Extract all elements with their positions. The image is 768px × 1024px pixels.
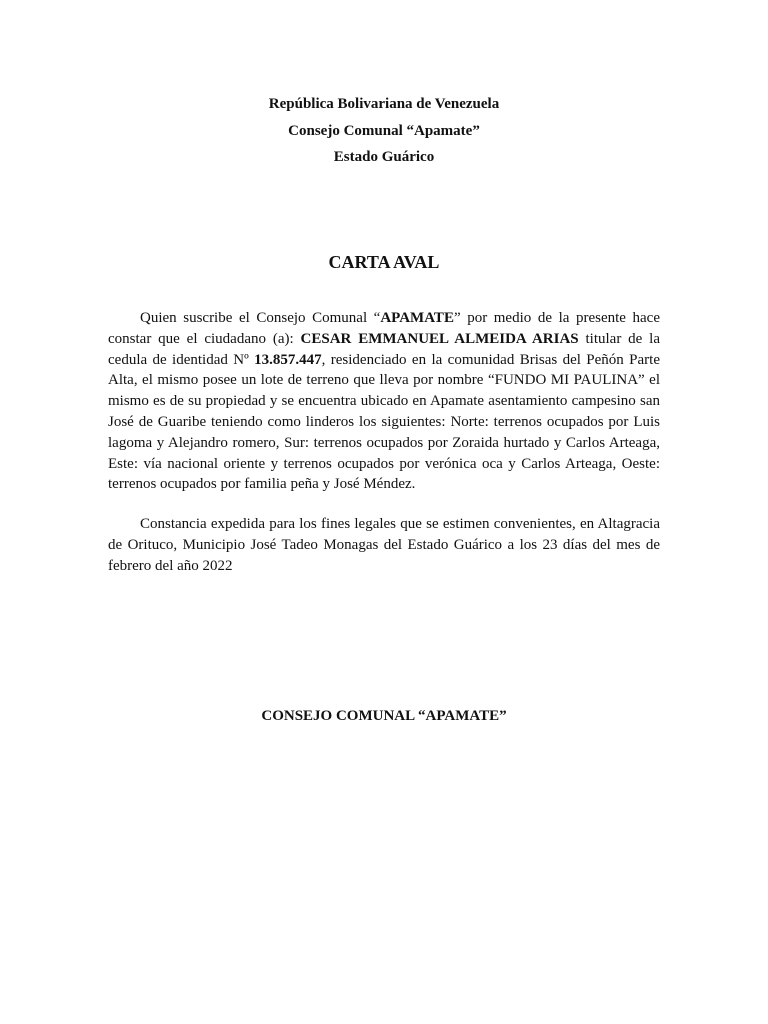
body-paragraph-2: Constancia expedida para los fines legales que se estimen convenientes, en Altagracia de Orituco, Municipio José Tadeo Monagas del Estado Guárico a los 23 días del mes de febrero del año 2022 bbox=[108, 516, 660, 574]
council-name: APAMATE bbox=[380, 310, 454, 326]
paragraph-1-text-b: ” por medio de la presente hace constar que el ciudadano (a): bbox=[108, 310, 660, 347]
id-number: 13.857.447 bbox=[254, 351, 322, 368]
body-paragraph-1 bbox=[108, 308, 660, 495]
letterhead-state: Estado Guárico bbox=[333, 149, 435, 165]
signature-block: CONSEJO COMUNAL “APAMATE” bbox=[261, 708, 507, 724]
paragraph-1-text-d: , residenciado en la comunidad Brisas del Peñón Parte Alta, el mismo posee un lote de terreno que lleva por nombre “FUNDO MI PAULINA” el mismo es de su propiedad y se encuentra ubicado en Apamate asentamiento campesino san José de Guaribe teniendo como linderos los siguientes: Norte: terrenos ocupados por Luis lagoma y Alejandro romero, Sur: terrenos ocupados por Zoraida hurtado y Carlos Arteaga, Este: vía nacional oriente y terrenos ocupados por verónica oca y Carlos Arteaga, Oeste: terrenos ocupados por familia peña y José Méndez. bbox=[108, 351, 660, 493]
paragraph-1-text-c: titular de la cedula de identidad Nº bbox=[108, 330, 661, 368]
letterhead-country: República Bolivariana de Venezuela bbox=[268, 96, 500, 112]
letterhead bbox=[0, 91, 768, 171]
letterhead-council: Consejo Comunal “Apamate” bbox=[288, 122, 480, 139]
document-title: CARTA AVAL bbox=[328, 252, 440, 272]
citizen-name: CESAR EMMANUEL ALMEIDA ARIAS bbox=[300, 330, 579, 347]
paragraph-1-text-a: Quien suscribe el Consejo Comunal “ bbox=[140, 310, 381, 326]
